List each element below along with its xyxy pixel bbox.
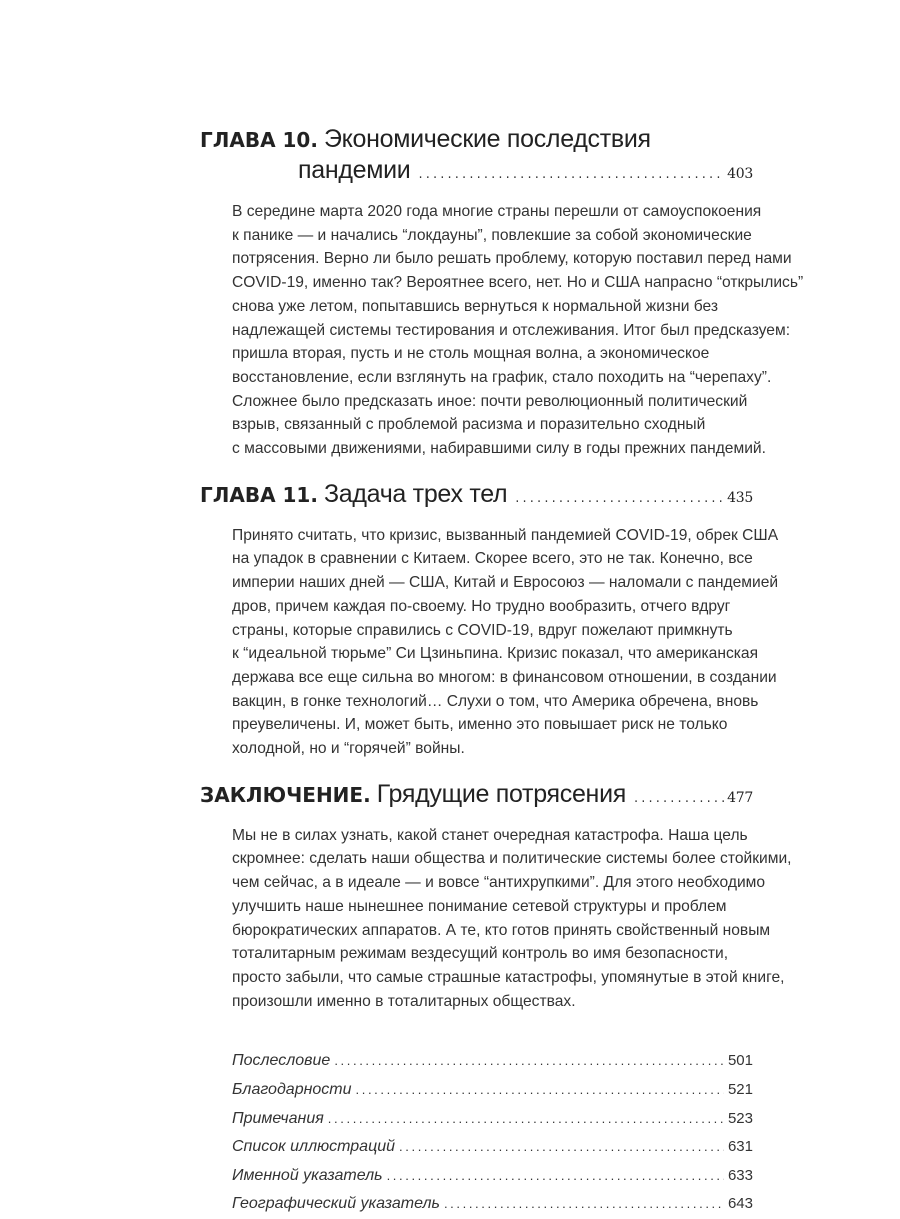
chapter-summary	[232, 824, 792, 1014]
conclusion	[200, 779, 792, 1014]
chapter-title-cont: пандемии	[298, 156, 411, 184]
summary-line: чем сейчас, а в идеале — и вовсе “антихрупкими”. Для этого необходимо	[232, 874, 766, 892]
back-matter-entry	[232, 1162, 753, 1191]
dot-leader	[356, 1076, 724, 1105]
page-number: 435	[727, 489, 753, 506]
chapter-heading	[200, 479, 753, 514]
summary-line: Принято считать, что кризис, вызванный пандемией COVID-19, обрек США	[232, 526, 779, 544]
chapter-heading-line2	[200, 155, 753, 190]
back-matter-entry	[232, 1076, 753, 1105]
chapter-heading	[200, 124, 753, 155]
chapter-11	[200, 479, 779, 761]
summary-line: пришла вторая, пусть и не столь мощная волна, а экономическое	[232, 345, 710, 363]
chapter-title: Грядущие потрясения	[376, 779, 626, 808]
summary-line: бюрократических аппаратов. А те, кто готов принять свойственный новым	[232, 921, 771, 939]
summary-line: дров, причем каждая по-своему. Но трудно вообразить, отчего вдруг	[232, 597, 731, 615]
entry-title: Примечания	[232, 1109, 324, 1127]
chapter-label: ГЛАВА 11.	[200, 482, 318, 507]
page-number: 631	[727, 1138, 753, 1156]
page-number: 521	[727, 1080, 753, 1098]
entry-title: Благодарности	[232, 1080, 352, 1098]
page-number: 501	[727, 1052, 753, 1070]
dot-leader	[634, 784, 725, 814]
back-matter-entry	[232, 1190, 753, 1219]
summary-line: к панике — и начались “локдауны”, повлекшие за собой экономические	[232, 226, 752, 244]
entry-title: Именной указатель	[232, 1166, 383, 1184]
dot-leader	[418, 160, 725, 190]
summary-line: потрясения. Верно ли было решать проблему, которую поставил перед нами	[232, 250, 792, 268]
chapter-heading	[200, 779, 753, 814]
summary-line: вакцин, в гонке технологий… Слухи о том, что Америка обречена, вновь	[232, 692, 759, 710]
chapter-summary	[232, 524, 779, 761]
summary-line: страны, которые справились с COVID-19, вдруг пожелают примкнуть	[232, 621, 733, 639]
summary-line: просто забыли, что самые страшные катастрофы, упомянутые в этой книге,	[232, 968, 785, 986]
page-number: 643	[727, 1195, 753, 1213]
summary-line: В середине марта 2020 года многие страны перешли от самоуспокоения	[232, 203, 762, 220]
chapter-title: Задача трех тел	[323, 479, 508, 508]
entry-title: Список иллюстраций	[232, 1138, 396, 1156]
chapter-label: ГЛАВА 10.	[200, 128, 318, 152]
back-matter-entry	[232, 1105, 753, 1134]
dot-leader	[444, 1190, 724, 1219]
back-matter-entry	[232, 1133, 753, 1162]
dot-leader	[399, 1133, 724, 1162]
chapter-summary	[232, 200, 804, 461]
entry-title: Послесловие	[232, 1052, 331, 1070]
summary-line: холодной, но и “горячей” войны.	[232, 740, 465, 758]
page-number: 477	[727, 789, 753, 806]
page-number: 403	[727, 166, 753, 182]
chapter-label: ЗАКЛЮЧЕНИЕ.	[200, 782, 371, 807]
dot-leader	[387, 1162, 724, 1191]
back-matter-list	[232, 1047, 753, 1219]
summary-line: скромнее: сделать наши общества и политические системы более стойкими,	[232, 850, 792, 868]
chapter-title: Экономические последствия	[323, 125, 651, 153]
summary-line: на упадок в сравнении с Китаем. Скорее всего, это не так. Конечно, все	[232, 550, 753, 568]
summary-line: империи наших дней — США, Китай и Евросоюз — наломали с пандемией	[232, 574, 779, 592]
summary-line: к “идеальной тюрьме” Си Цзиньпина. Кризис показал, что американская	[232, 645, 759, 663]
page-number: 633	[727, 1166, 753, 1184]
summary-line: Мы не в силах узнать, какой станет очередная катастрофа. Наша цель	[232, 826, 748, 844]
table-of-contents	[200, 124, 804, 1219]
summary-line: преувеличены. И, может быть, именно это повышает риск не только	[232, 716, 728, 734]
summary-line: произошли именно в тоталитарных обществах.	[232, 992, 576, 1010]
back-matter-entry	[232, 1047, 753, 1076]
summary-line: с массовыми движениями, набиравшими силу в годы прежних пандемий.	[232, 440, 766, 458]
page-number: 523	[727, 1109, 753, 1127]
summary-line: Сложнее было предсказать иное: почти революционный политический	[232, 392, 748, 410]
dot-leader	[515, 484, 725, 514]
dot-leader	[328, 1105, 724, 1134]
summary-line: восстановление, если взглянуть на график, стало походить на “черепаху”.	[232, 368, 772, 386]
chapter-10	[200, 124, 804, 461]
summary-line: COVID-19, именно так? Вероятнее всего, нет. Но и США напрасно “открылись”	[232, 274, 804, 292]
summary-line: взрыв, связанный с проблемой расизма и поразительно сходный	[232, 416, 706, 434]
entry-title: Географический указатель	[232, 1195, 440, 1213]
summary-line: держава все еще сильна во многом: в финансовом отношении, в создании	[232, 668, 777, 686]
summary-line: тоталитарным режимам вездесущий контроль во имя безопасности,	[232, 945, 729, 963]
summary-line: снова уже летом, попытавшись вернуться к нормальной жизни без	[232, 297, 718, 315]
summary-line: улучшить наше нынешнее понимание сетевой структуры и проблем	[232, 897, 727, 915]
dot-leader	[334, 1047, 724, 1076]
summary-line: надлежащей системы тестирования и отслеживания. Итог был предсказуем:	[232, 321, 791, 339]
